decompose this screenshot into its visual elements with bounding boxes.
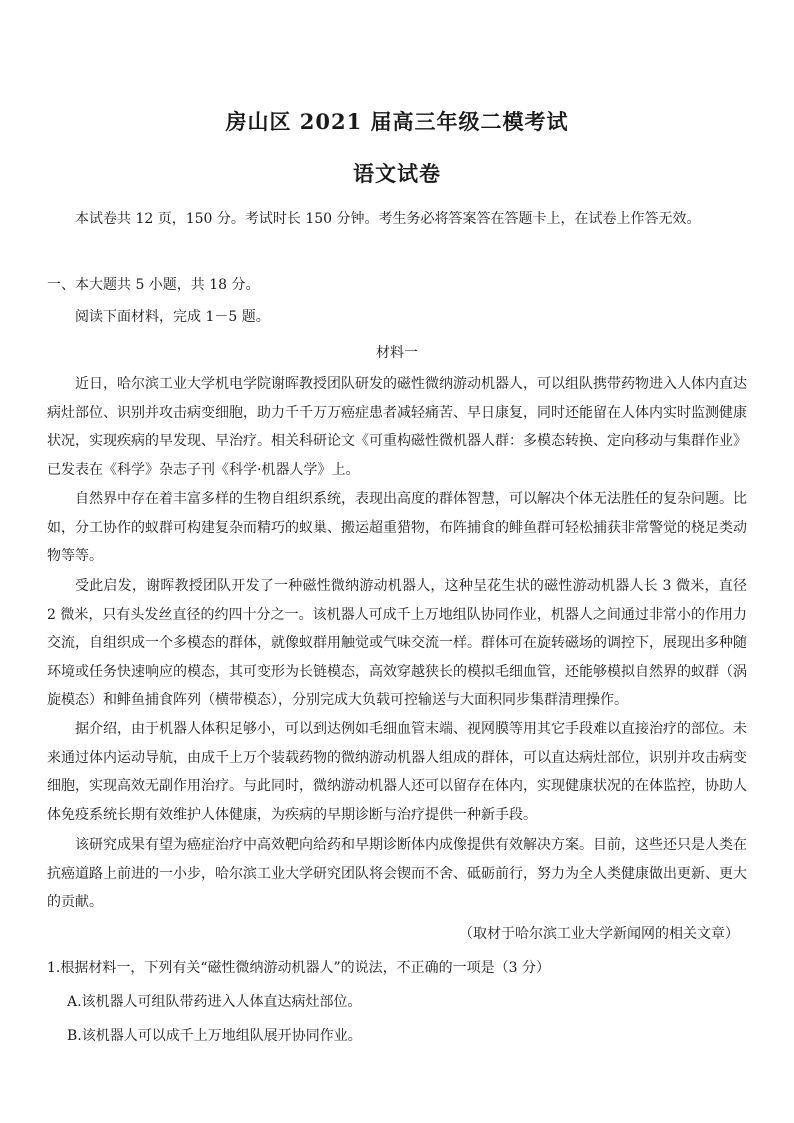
exam-instructions: 本试卷共 12 页，150 分。考试时长 150 分钟。考生务必将答案答在答题卡上，在试卷上作答无效。	[75, 211, 701, 227]
paragraph-5: 该研究成果有望为癌症治疗中高效靶向给药和早期诊断体内成像提供有效解决方案。目前，这些还只是人类在抗癌道路上前进的一小步，哈尔滨工业大学研究团队将会锲而不舍、砥砺前行，努力为全人类健康做出更新、更大的贡献。	[47, 837, 747, 910]
exam-subtitle: 语文试卷	[353, 161, 441, 186]
paragraph-3: 受此启发，谢晖教授团队开发了一种磁性微纳游动机器人，这种呈花生状的磁性游动机器人长 3 微米，直径 2 微米，只有头发丝直径的约四十分之一。该机器人可成千上万地组队协同作业，机器人之间通过非常小的作用力交流，自组织成一个多模态的群体，就像蚁群用触觉或气味交流一样。群体可在旋转磁场的调控下，展现出多种随环境或任务快速响应的模态，其可变形为长链模态，高效穿越狭长的模拟毛细血管，还能够模拟自然界的蚁群（涡旋模态）和鲱鱼捕食阵列（横带模态），分别完成大负载可控输送与大面积同步集群清理操作。	[47, 578, 747, 708]
question-1-option-a: A.该机器人可组队带药进入人体直达病灶部位。	[67, 994, 362, 1010]
section-heading: 一、本大题共 5 小题，共 18 分。	[47, 277, 260, 293]
reading-instruction: 阅读下面材料，完成 1－5 题。	[75, 309, 270, 325]
paragraph-4: 据介绍，由于机器人体积足够小，可以到达例如毛细血管末端、视网膜等用其它手段难以直接治疗的部位。未来通过体内运动导航，由成千上万个装载药物的微纳游动机器人组成的群体，可以直达病灶部位，识别并攻击病变细胞，实现高效无副作用治疗。与此同时，微纳游动机器人还可以留存在体内，实现健康状况的在体监控，协助人体免疫系统长期有效维护人体健康，为疾病的早期诊断与治疗提供一种新手段。	[47, 721, 747, 823]
material-title: 材料一	[376, 345, 418, 361]
paragraph-2: 自然界中存在着丰富多样的生物自组织系统，表现出高度的群体智慧，可以解决个体无法胜任的复杂问题。比如，分工协作的蚁群可构建复杂而精巧的蚁巢、搬运超重猎物，布阵捕食的鲱鱼群可轻松捕获非常警觉的桡足类动物等等。	[47, 491, 747, 564]
question-1-option-b: B.该机器人可以成千上万地组队展开协同作业。	[67, 1028, 362, 1044]
material-source: （取材于哈尔滨工业大学新闻网的相关文章）	[459, 926, 739, 942]
paragraph-1: 近日，哈尔滨工业大学机电学院谢晖教授团队研发的磁性微纳游动机器人，可以组队携带药物进入人体内直达病灶部位、识别并攻击病变细胞，助力千千万万癌症患者减轻痛苦、早日康复，同时还能留在人体内实时监测健康状况，实现疾病的早发现、早治疗。相关科研论文《可重构磁性微机器人群：多模态转换、定向移动与集群作业》已发表在《科学》杂志子刊《科学·机器人学》上。	[47, 376, 747, 478]
exam-title: 房山区 2021 届高三年级二模考试	[225, 109, 569, 134]
question-1-stem: 1.根据材料一，下列有关“磁性微纳游动机器人”的说法，不正确的一项是（3 分）	[47, 960, 551, 976]
